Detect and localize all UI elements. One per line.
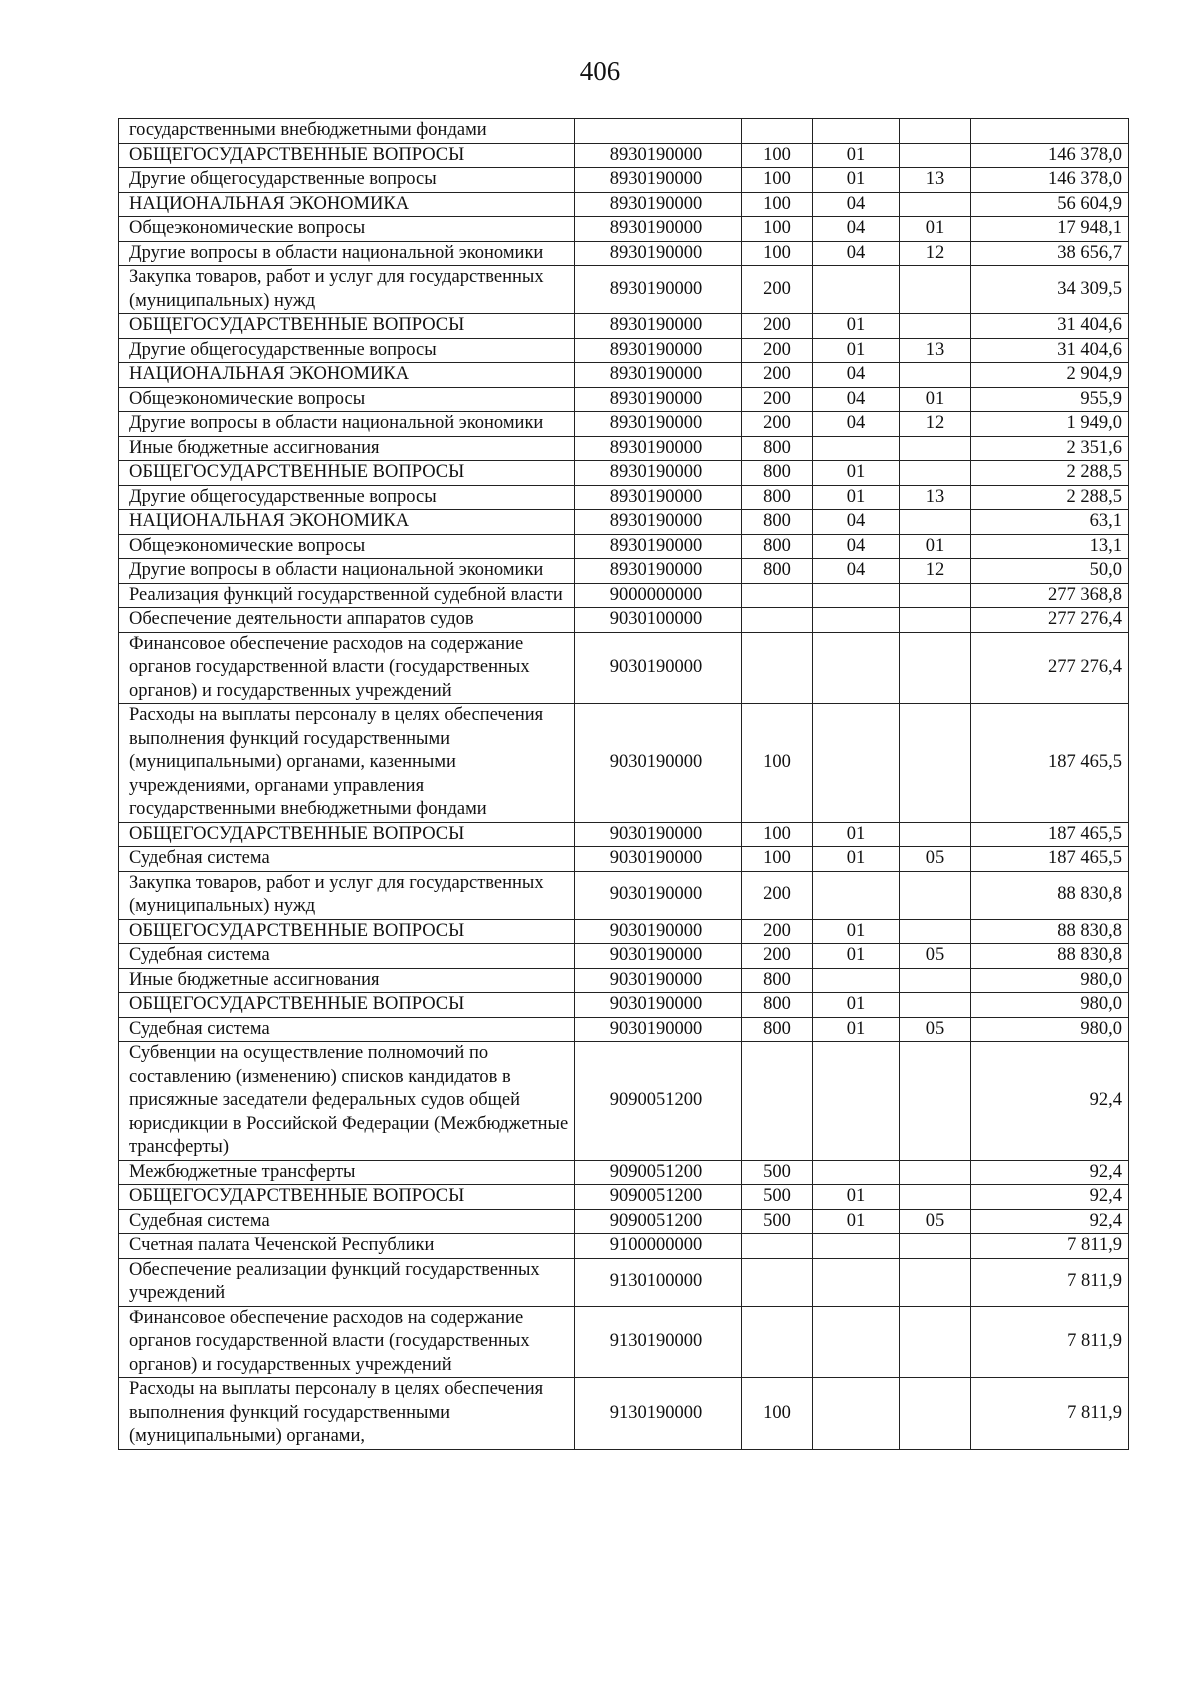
cell-name: Общеэкономические вопросы	[119, 387, 575, 412]
page-number: 406	[579, 56, 621, 86]
cell-target-article: 8930190000	[575, 241, 742, 266]
cell-name: ОБЩЕГОСУДАРСТВЕННЫЕ ВОПРОСЫ	[119, 919, 575, 944]
cell-target-article: 9100000000	[575, 1234, 742, 1259]
cell-name: Обеспечение деятельности аппаратов судов	[119, 608, 575, 633]
cell-subsection	[900, 192, 971, 217]
cell-amount: 187 465,5	[971, 704, 1129, 823]
cell-section	[813, 119, 900, 144]
cell-amount: 7 811,9	[971, 1234, 1129, 1259]
cell-name: Другие общегосударственные вопросы	[119, 168, 575, 193]
cell-subsection	[900, 704, 971, 823]
cell-target-article: 8930190000	[575, 485, 742, 510]
cell-expense-type: 800	[742, 559, 813, 584]
cell-target-article: 9030190000	[575, 871, 742, 919]
cell-subsection	[900, 993, 971, 1018]
table-row	[119, 266, 1129, 314]
cell-section: 01	[813, 1017, 900, 1042]
cell-subsection: 05	[900, 944, 971, 969]
cell-name: Другие вопросы в области национальной экономики	[119, 559, 575, 584]
cell-amount: 13,1	[971, 534, 1129, 559]
cell-section	[813, 608, 900, 633]
cell-name: Финансовое обеспечение расходов на содержание органов государственной власти (государственных органов) и государственных учреждений	[119, 1306, 575, 1378]
table-row	[119, 534, 1129, 559]
table-row	[119, 168, 1129, 193]
cell-expense-type: 200	[742, 314, 813, 339]
table-row	[119, 1258, 1129, 1306]
cell-target-article: 8930190000	[575, 436, 742, 461]
cell-amount: 17 948,1	[971, 217, 1129, 242]
table-row	[119, 143, 1129, 168]
cell-name: Расходы на выплаты персоналу в целях обеспечения выполнения функций государственными (муниципальными) органами,	[119, 1378, 575, 1450]
cell-section: 04	[813, 387, 900, 412]
cell-subsection: 01	[900, 387, 971, 412]
cell-section: 01	[813, 314, 900, 339]
cell-amount: 63,1	[971, 510, 1129, 535]
cell-name: Судебная система	[119, 1017, 575, 1042]
cell-target-article: 9030190000	[575, 919, 742, 944]
cell-amount	[971, 119, 1129, 144]
cell-subsection	[900, 436, 971, 461]
cell-section	[813, 968, 900, 993]
cell-section: 04	[813, 241, 900, 266]
cell-subsection: 05	[900, 1209, 971, 1234]
table-row	[119, 217, 1129, 242]
cell-expense-type: 100	[742, 143, 813, 168]
cell-section: 04	[813, 412, 900, 437]
cell-section	[813, 1306, 900, 1378]
cell-subsection	[900, 143, 971, 168]
table-row	[119, 363, 1129, 388]
table-row	[119, 1209, 1129, 1234]
cell-expense-type: 100	[742, 1378, 813, 1450]
table-row	[119, 314, 1129, 339]
cell-expense-type	[742, 1258, 813, 1306]
cell-name: ОБЩЕГОСУДАРСТВЕННЫЕ ВОПРОСЫ	[119, 822, 575, 847]
cell-expense-type: 200	[742, 266, 813, 314]
cell-expense-type: 100	[742, 192, 813, 217]
cell-subsection: 01	[900, 534, 971, 559]
cell-section: 04	[813, 192, 900, 217]
cell-expense-type: 200	[742, 363, 813, 388]
cell-expense-type	[742, 1306, 813, 1378]
cell-expense-type: 200	[742, 944, 813, 969]
cell-expense-type	[742, 119, 813, 144]
budget-table-body	[119, 119, 1129, 1450]
cell-name: Счетная палата Чеченской Республики	[119, 1234, 575, 1259]
cell-target-article: 8930190000	[575, 559, 742, 584]
cell-subsection: 05	[900, 847, 971, 872]
cell-amount: 1 949,0	[971, 412, 1129, 437]
cell-subsection: 01	[900, 217, 971, 242]
cell-subsection: 05	[900, 1017, 971, 1042]
cell-name: ОБЩЕГОСУДАРСТВЕННЫЕ ВОПРОСЫ	[119, 314, 575, 339]
table-row	[119, 1306, 1129, 1378]
cell-amount: 38 656,7	[971, 241, 1129, 266]
cell-expense-type: 200	[742, 919, 813, 944]
cell-amount: 34 309,5	[971, 266, 1129, 314]
table-row	[119, 387, 1129, 412]
cell-expense-type: 200	[742, 387, 813, 412]
cell-expense-type	[742, 632, 813, 704]
cell-target-article: 9030190000	[575, 704, 742, 823]
cell-section: 01	[813, 168, 900, 193]
cell-expense-type: 800	[742, 510, 813, 535]
table-row	[119, 1042, 1129, 1161]
cell-target-article: 9030190000	[575, 822, 742, 847]
cell-expense-type: 500	[742, 1160, 813, 1185]
budget-table	[118, 118, 1129, 1450]
cell-name: Судебная система	[119, 944, 575, 969]
cell-amount: 50,0	[971, 559, 1129, 584]
cell-section: 04	[813, 534, 900, 559]
cell-subsection	[900, 919, 971, 944]
cell-expense-type: 100	[742, 168, 813, 193]
cell-section: 01	[813, 461, 900, 486]
cell-name: Другие вопросы в области национальной экономики	[119, 412, 575, 437]
cell-amount: 277 368,8	[971, 583, 1129, 608]
cell-section: 04	[813, 510, 900, 535]
table-row	[119, 338, 1129, 363]
cell-amount: 980,0	[971, 968, 1129, 993]
cell-amount: 2 288,5	[971, 461, 1129, 486]
cell-amount: 955,9	[971, 387, 1129, 412]
cell-target-article: 8930190000	[575, 168, 742, 193]
cell-expense-type: 100	[742, 217, 813, 242]
cell-subsection	[900, 266, 971, 314]
cell-subsection	[900, 822, 971, 847]
cell-section	[813, 1042, 900, 1161]
cell-subsection	[900, 968, 971, 993]
cell-target-article: 9130190000	[575, 1378, 742, 1450]
table-row	[119, 1185, 1129, 1210]
cell-section	[813, 1378, 900, 1450]
cell-expense-type: 500	[742, 1209, 813, 1234]
table-row	[119, 1160, 1129, 1185]
cell-amount: 187 465,5	[971, 822, 1129, 847]
cell-amount: 31 404,6	[971, 338, 1129, 363]
cell-name: ОБЩЕГОСУДАРСТВЕННЫЕ ВОПРОСЫ	[119, 1185, 575, 1210]
cell-name: ОБЩЕГОСУДАРСТВЕННЫЕ ВОПРОСЫ	[119, 461, 575, 486]
cell-expense-type: 200	[742, 338, 813, 363]
cell-target-article: 9030190000	[575, 1017, 742, 1042]
cell-name: Иные бюджетные ассигнования	[119, 968, 575, 993]
cell-name: Другие вопросы в области национальной экономики	[119, 241, 575, 266]
cell-target-article: 9090051200	[575, 1209, 742, 1234]
cell-expense-type: 800	[742, 993, 813, 1018]
cell-target-article: 8930190000	[575, 143, 742, 168]
cell-section	[813, 1234, 900, 1259]
cell-amount: 92,4	[971, 1160, 1129, 1185]
cell-subsection	[900, 1234, 971, 1259]
cell-target-article: 8930190000	[575, 510, 742, 535]
cell-subsection	[900, 510, 971, 535]
cell-subsection: 13	[900, 168, 971, 193]
cell-amount: 88 830,8	[971, 944, 1129, 969]
cell-subsection	[900, 583, 971, 608]
cell-amount: 31 404,6	[971, 314, 1129, 339]
table-row	[119, 704, 1129, 823]
cell-amount: 980,0	[971, 993, 1129, 1018]
table-row	[119, 192, 1129, 217]
cell-name: Другие общегосударственные вопросы	[119, 338, 575, 363]
table-row	[119, 847, 1129, 872]
cell-name: Субвенции на осуществление полномочий по составлению (изменению) списков кандидатов в присяжные заседатели федеральных судов общей юрисдикции в Российской Федерации (Межбюджетные трансферты)	[119, 1042, 575, 1161]
cell-subsection: 12	[900, 241, 971, 266]
cell-target-article: 8930190000	[575, 217, 742, 242]
cell-expense-type	[742, 608, 813, 633]
cell-expense-type	[742, 1234, 813, 1259]
table-row	[119, 412, 1129, 437]
cell-subsection	[900, 1185, 971, 1210]
cell-target-article: 8930190000	[575, 363, 742, 388]
cell-name: ОБЩЕГОСУДАРСТВЕННЫЕ ВОПРОСЫ	[119, 143, 575, 168]
table-row	[119, 1234, 1129, 1259]
cell-target-article: 9030190000	[575, 944, 742, 969]
cell-section	[813, 583, 900, 608]
cell-amount: 277 276,4	[971, 608, 1129, 633]
cell-subsection	[900, 119, 971, 144]
cell-name: Судебная система	[119, 847, 575, 872]
cell-expense-type: 100	[742, 822, 813, 847]
cell-section: 01	[813, 1185, 900, 1210]
cell-target-article: 8930190000	[575, 266, 742, 314]
cell-name: Финансовое обеспечение расходов на содержание органов государственной власти (государственных органов) и государственных учреждений	[119, 632, 575, 704]
cell-expense-type: 800	[742, 436, 813, 461]
cell-name: Общеэкономические вопросы	[119, 534, 575, 559]
cell-section: 01	[813, 847, 900, 872]
cell-section	[813, 704, 900, 823]
cell-expense-type: 200	[742, 412, 813, 437]
cell-name: государственными внебюджетными фондами	[119, 119, 575, 144]
cell-section: 01	[813, 485, 900, 510]
cell-target-article: 9090051200	[575, 1160, 742, 1185]
table-row	[119, 436, 1129, 461]
table-row	[119, 1017, 1129, 1042]
cell-amount: 92,4	[971, 1209, 1129, 1234]
cell-target-article: 9030190000	[575, 847, 742, 872]
cell-name: НАЦИОНАЛЬНАЯ ЭКОНОМИКА	[119, 192, 575, 217]
cell-subsection	[900, 608, 971, 633]
cell-subsection	[900, 461, 971, 486]
cell-subsection	[900, 314, 971, 339]
cell-expense-type: 800	[742, 1017, 813, 1042]
cell-subsection	[900, 363, 971, 388]
cell-expense-type: 100	[742, 704, 813, 823]
cell-section: 04	[813, 217, 900, 242]
cell-expense-type: 800	[742, 461, 813, 486]
cell-expense-type: 800	[742, 968, 813, 993]
cell-amount: 88 830,8	[971, 871, 1129, 919]
cell-amount: 2 351,6	[971, 436, 1129, 461]
cell-name: Закупка товаров, работ и услуг для государственных (муниципальных) нужд	[119, 871, 575, 919]
cell-subsection	[900, 1258, 971, 1306]
cell-section: 01	[813, 919, 900, 944]
cell-section	[813, 1160, 900, 1185]
cell-amount: 146 378,0	[971, 143, 1129, 168]
cell-subsection: 13	[900, 338, 971, 363]
cell-section: 04	[813, 559, 900, 584]
cell-subsection	[900, 871, 971, 919]
cell-target-article: 9030190000	[575, 632, 742, 704]
cell-section: 01	[813, 993, 900, 1018]
table-row	[119, 944, 1129, 969]
cell-name: Межбюджетные трансферты	[119, 1160, 575, 1185]
cell-target-article: 9030190000	[575, 968, 742, 993]
cell-target-article: 8930190000	[575, 192, 742, 217]
cell-name: Судебная система	[119, 1209, 575, 1234]
cell-name: Другие общегосударственные вопросы	[119, 485, 575, 510]
table-row	[119, 241, 1129, 266]
cell-subsection	[900, 632, 971, 704]
cell-expense-type: 800	[742, 485, 813, 510]
cell-name: ОБЩЕГОСУДАРСТВЕННЫЕ ВОПРОСЫ	[119, 993, 575, 1018]
cell-name: Расходы на выплаты персоналу в целях обеспечения выполнения функций государственными (муниципальными) органами, казенными учреждениями, органами управления государственными внебюджетными фондами	[119, 704, 575, 823]
cell-section: 04	[813, 363, 900, 388]
cell-target-article: 8930190000	[575, 338, 742, 363]
cell-target-article: 9130190000	[575, 1306, 742, 1378]
cell-amount: 7 811,9	[971, 1306, 1129, 1378]
cell-section	[813, 436, 900, 461]
cell-amount: 2 288,5	[971, 485, 1129, 510]
cell-amount: 277 276,4	[971, 632, 1129, 704]
table-row	[119, 461, 1129, 486]
table-row	[119, 822, 1129, 847]
cell-section: 01	[813, 338, 900, 363]
cell-target-article: 9000000000	[575, 583, 742, 608]
table-row	[119, 993, 1129, 1018]
cell-target-article: 8930190000	[575, 534, 742, 559]
table-row	[119, 632, 1129, 704]
cell-section: 01	[813, 143, 900, 168]
cell-subsection	[900, 1160, 971, 1185]
cell-target-article: 8930190000	[575, 314, 742, 339]
cell-section	[813, 1258, 900, 1306]
cell-target-article: 8930190000	[575, 387, 742, 412]
cell-name: НАЦИОНАЛЬНАЯ ЭКОНОМИКА	[119, 363, 575, 388]
cell-target-article: 9090051200	[575, 1185, 742, 1210]
cell-name: Закупка товаров, работ и услуг для государственных (муниципальных) нужд	[119, 266, 575, 314]
cell-expense-type: 100	[742, 847, 813, 872]
cell-name: Обеспечение реализации функций государственных учреждений	[119, 1258, 575, 1306]
cell-amount: 7 811,9	[971, 1378, 1129, 1450]
table-row	[119, 119, 1129, 144]
cell-subsection	[900, 1306, 971, 1378]
table-row	[119, 871, 1129, 919]
cell-expense-type	[742, 1042, 813, 1161]
cell-name: Реализация функций государственной судебной власти	[119, 583, 575, 608]
cell-expense-type: 100	[742, 241, 813, 266]
cell-amount: 88 830,8	[971, 919, 1129, 944]
cell-target-article: 8930190000	[575, 461, 742, 486]
cell-target-article: 8930190000	[575, 412, 742, 437]
cell-expense-type: 800	[742, 534, 813, 559]
cell-amount: 2 904,9	[971, 363, 1129, 388]
cell-expense-type: 200	[742, 871, 813, 919]
table-row	[119, 1378, 1129, 1450]
cell-amount: 146 378,0	[971, 168, 1129, 193]
cell-amount: 92,4	[971, 1042, 1129, 1161]
table-row	[119, 485, 1129, 510]
cell-target-article: 9030190000	[575, 993, 742, 1018]
cell-amount: 980,0	[971, 1017, 1129, 1042]
table-row	[119, 583, 1129, 608]
cell-target-article: 9130100000	[575, 1258, 742, 1306]
cell-expense-type	[742, 583, 813, 608]
cell-subsection: 12	[900, 412, 971, 437]
cell-subsection: 13	[900, 485, 971, 510]
cell-name: Иные бюджетные ассигнования	[119, 436, 575, 461]
cell-target-article: 9030100000	[575, 608, 742, 633]
cell-target-article	[575, 119, 742, 144]
cell-expense-type: 500	[742, 1185, 813, 1210]
cell-name: НАЦИОНАЛЬНАЯ ЭКОНОМИКА	[119, 510, 575, 535]
cell-target-article: 9090051200	[575, 1042, 742, 1161]
cell-section	[813, 871, 900, 919]
table-row	[119, 510, 1129, 535]
cell-section	[813, 632, 900, 704]
cell-name: Общеэкономические вопросы	[119, 217, 575, 242]
cell-subsection	[900, 1042, 971, 1161]
cell-section: 01	[813, 944, 900, 969]
table-row	[119, 559, 1129, 584]
table-row	[119, 608, 1129, 633]
table-row	[119, 919, 1129, 944]
cell-amount: 92,4	[971, 1185, 1129, 1210]
cell-amount: 56 604,9	[971, 192, 1129, 217]
cell-amount: 7 811,9	[971, 1258, 1129, 1306]
cell-subsection: 12	[900, 559, 971, 584]
cell-section	[813, 266, 900, 314]
cell-section: 01	[813, 822, 900, 847]
cell-subsection	[900, 1378, 971, 1450]
cell-amount: 187 465,5	[971, 847, 1129, 872]
table-row	[119, 968, 1129, 993]
cell-section: 01	[813, 1209, 900, 1234]
